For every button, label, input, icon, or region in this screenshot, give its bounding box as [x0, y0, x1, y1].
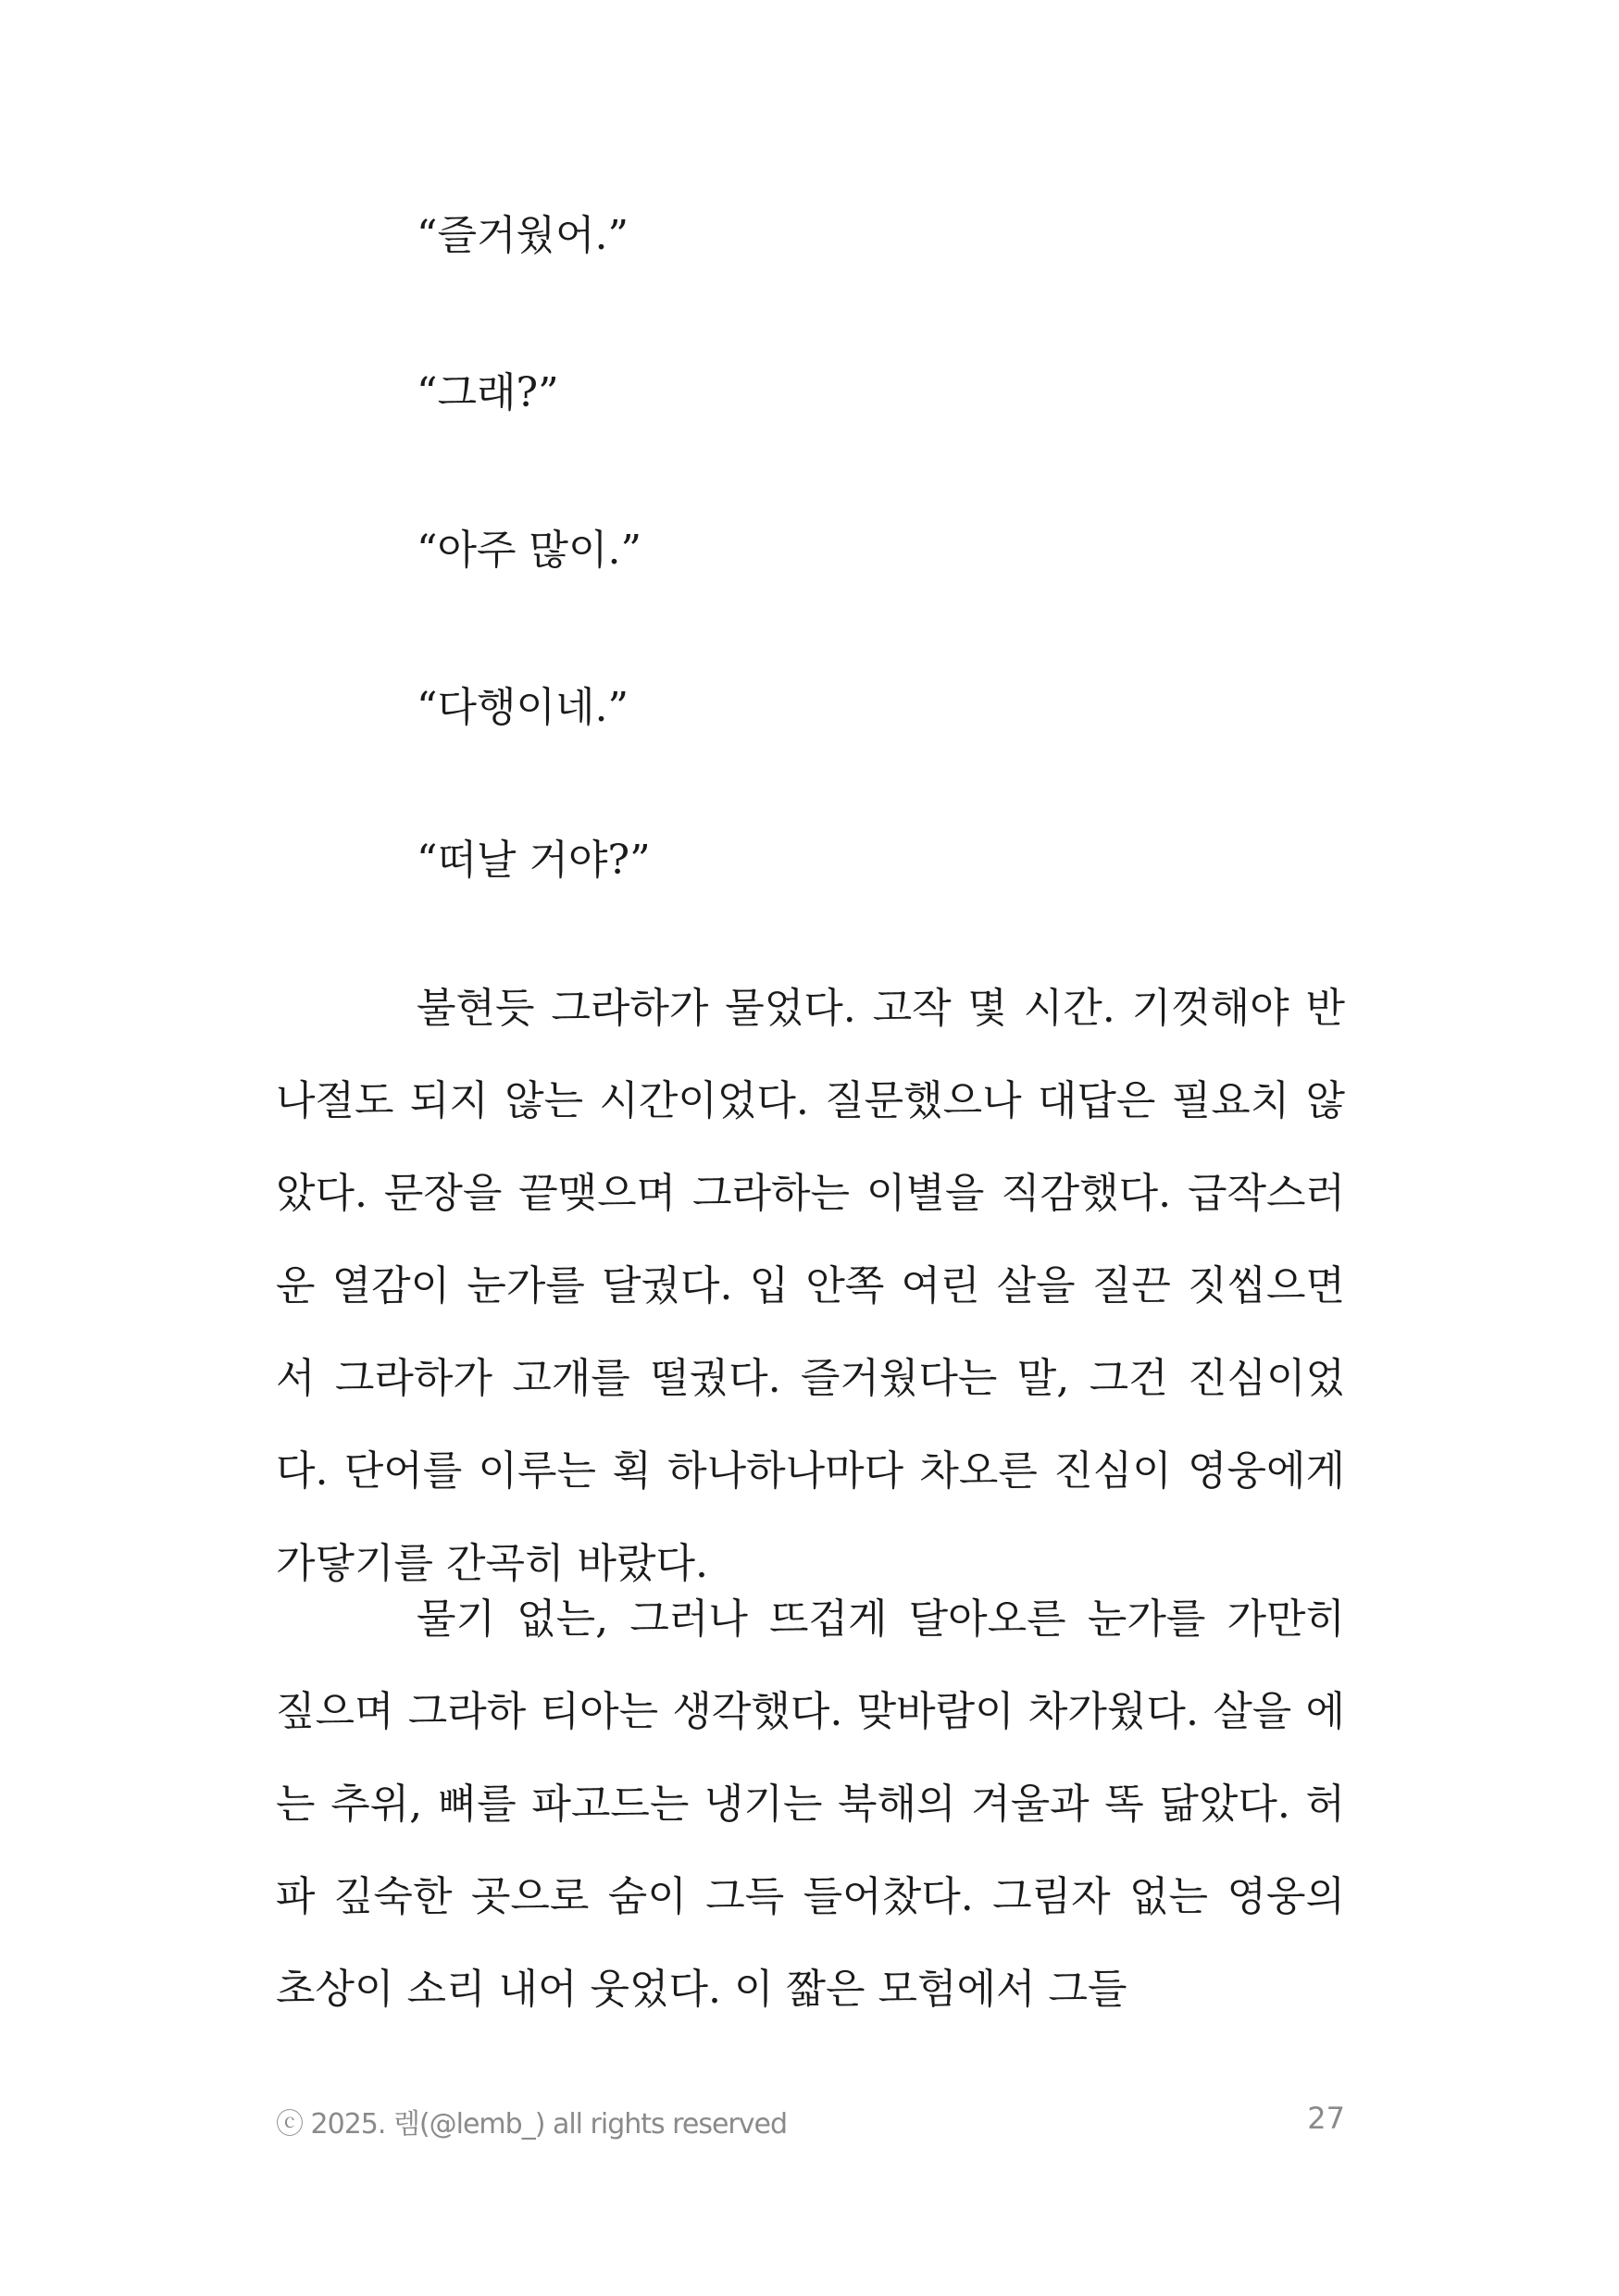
dialogue-line: “떠날 거야?”	[417, 837, 651, 884]
dialogue-line: “그래?”	[417, 369, 559, 416]
dialogue-line: “즐거웠어.”	[417, 212, 629, 259]
body-paragraph: 물기 없는, 그러나 뜨겁게 달아오른 눈가를 가만히 짚으며 그라하 티아는 생각했다. 맞바람이 차가웠다. 살을 에는 추위, 뼈를 파고드는 냉기는 북해의 겨울과 똑 닮았다. 허파 깊숙한 곳으로 숨이 그득 들어찼다. 그림자 없는 영웅의 초상이 소리 내어 웃었다. 이 짧은 모험에서 그들	[276, 1595, 1345, 2013]
body-paragraph: 불현듯 그라하가 물었다. 고작 몇 시간. 기껏해야 반나절도 되지 않는 시간이었다. 질문했으나 대답은 필요치 않았다. 문장을 끝맺으며 그라하는 이별을 직감했다. 급작스러운 열감이 눈가를 달궜다. 입 안쪽 여린 살을 질끈 짓씹으면서 그라하가 고개를 떨궜다. 즐거웠다는 말, 그건 진심이었다. 단어를 이루는 획 하나하나마다 차오른 진심이 영웅에게 가닿기를 간곡히 바랐다.	[276, 985, 1345, 1587]
copyright-notice: ⓒ 2025. 렘(@lemb_) all rights reserved	[276, 2108, 787, 2141]
dialogue-line: “아주 많이.”	[417, 527, 641, 574]
dialogue-line: “다행이네.”	[417, 684, 629, 731]
page-number: 27	[1307, 2101, 1345, 2136]
